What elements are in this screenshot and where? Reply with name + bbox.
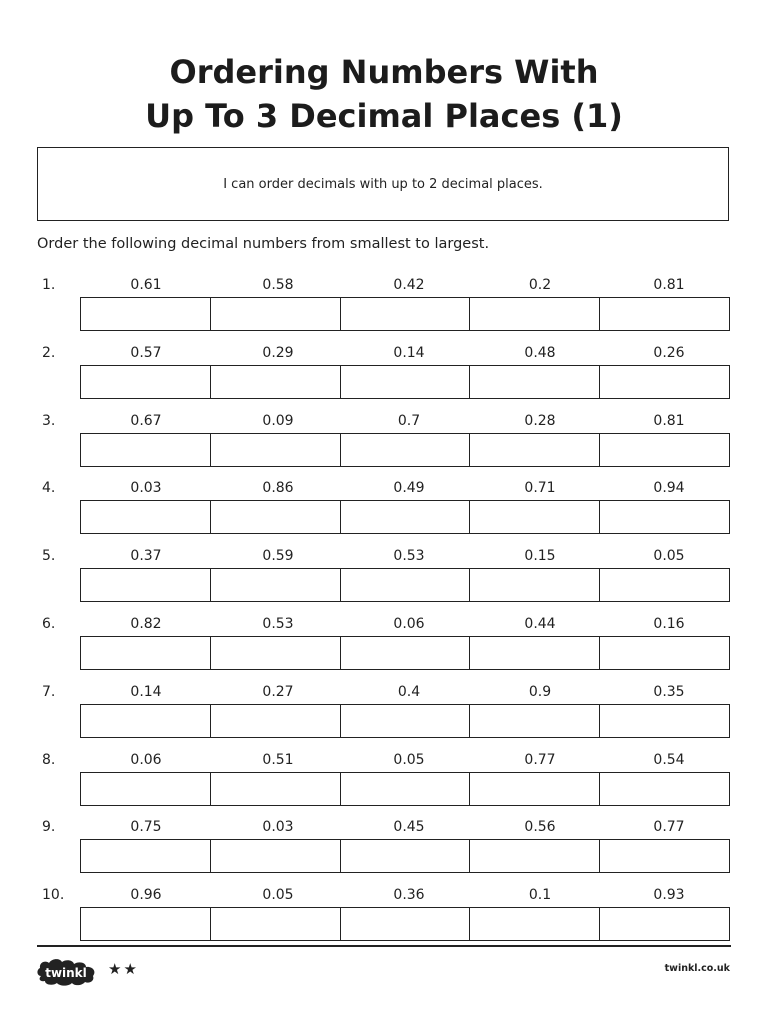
answer-box[interactable] bbox=[81, 705, 211, 737]
decimal-number: 0.59 bbox=[262, 548, 294, 565]
answer-box[interactable] bbox=[600, 637, 729, 669]
answer-box[interactable] bbox=[600, 840, 729, 872]
answer-boxes bbox=[80, 433, 730, 467]
decimal-number: 0.44 bbox=[524, 616, 556, 632]
answer-box[interactable] bbox=[341, 298, 471, 330]
answer-box[interactable] bbox=[470, 569, 600, 601]
decimal-number: 0.49 bbox=[393, 480, 425, 497]
answer-box[interactable] bbox=[341, 773, 471, 805]
answer-box[interactable] bbox=[211, 298, 341, 330]
answer-box[interactable] bbox=[211, 705, 341, 737]
answer-box[interactable] bbox=[81, 434, 211, 466]
answer-box[interactable] bbox=[81, 773, 211, 805]
decimal-number: 0.14 bbox=[130, 683, 162, 700]
answer-box[interactable] bbox=[341, 501, 471, 533]
answer-boxes bbox=[80, 365, 730, 399]
decimal-number: 0.27 bbox=[262, 683, 294, 700]
decimal-number: 0.06 bbox=[130, 751, 162, 768]
decimal-number: 0.16 bbox=[653, 616, 685, 632]
answer-box[interactable] bbox=[211, 569, 341, 601]
question-row bbox=[0, 277, 768, 337]
answer-box[interactable] bbox=[81, 501, 211, 533]
question-row bbox=[0, 616, 768, 676]
decimal-number: 0.77 bbox=[653, 819, 685, 836]
page-title bbox=[0, 50, 768, 138]
logo-text: twinkl bbox=[45, 966, 87, 980]
decimal-number: 0.54 bbox=[653, 751, 685, 768]
answer-box[interactable] bbox=[341, 366, 471, 398]
twinkl-logo-icon bbox=[35, 956, 99, 988]
answer-box[interactable] bbox=[470, 637, 600, 669]
answer-box[interactable] bbox=[341, 637, 471, 669]
answer-box[interactable] bbox=[211, 366, 341, 398]
answer-box[interactable] bbox=[211, 908, 341, 940]
answer-box[interactable] bbox=[211, 840, 341, 872]
footer-divider bbox=[37, 945, 731, 947]
answer-boxes bbox=[80, 297, 730, 331]
answer-box[interactable] bbox=[470, 908, 600, 940]
answer-box[interactable] bbox=[470, 366, 600, 398]
answer-box[interactable] bbox=[470, 773, 600, 805]
question-number: 1. bbox=[42, 277, 56, 293]
answer-box[interactable] bbox=[81, 908, 211, 940]
answer-box[interactable] bbox=[600, 705, 729, 737]
answer-box[interactable] bbox=[341, 434, 471, 466]
decimal-number: 0.77 bbox=[524, 751, 556, 768]
question-row bbox=[0, 684, 768, 744]
question-row bbox=[0, 752, 768, 812]
decimal-number: 0.71 bbox=[524, 480, 556, 497]
answer-boxes bbox=[80, 636, 730, 670]
answer-box[interactable] bbox=[81, 298, 211, 330]
decimal-number: 0.53 bbox=[393, 548, 425, 565]
learning-objective-text: I can order decimals with up to 2 decimal places. bbox=[223, 176, 543, 192]
decimal-number: 0.81 bbox=[653, 277, 685, 293]
answer-box[interactable] bbox=[341, 569, 471, 601]
question-number: 7. bbox=[42, 683, 56, 700]
decimal-number: 0.81 bbox=[653, 412, 685, 429]
decimal-number: 0.51 bbox=[262, 751, 294, 768]
question-number: 5. bbox=[42, 548, 56, 565]
decimal-number: 0.7 bbox=[397, 412, 421, 429]
decimal-number: 0.14 bbox=[393, 344, 425, 361]
answer-boxes bbox=[80, 907, 730, 941]
decimal-number: 0.36 bbox=[393, 887, 425, 904]
decimal-number: 0.1 bbox=[528, 887, 552, 904]
decimal-number: 0.26 bbox=[653, 344, 685, 361]
decimal-number: 0.28 bbox=[524, 412, 556, 429]
answer-box[interactable] bbox=[81, 366, 211, 398]
answer-box[interactable] bbox=[600, 501, 729, 533]
decimal-number: 0.94 bbox=[653, 480, 685, 497]
decimal-number: 0.35 bbox=[653, 683, 685, 700]
answer-box[interactable] bbox=[470, 705, 600, 737]
question-number: 10. bbox=[42, 887, 65, 904]
question-row bbox=[0, 548, 768, 608]
answer-box[interactable] bbox=[211, 434, 341, 466]
question-number: 2. bbox=[42, 344, 56, 361]
answer-box[interactable] bbox=[600, 569, 729, 601]
question-row bbox=[0, 887, 768, 947]
decimal-number: 0.15 bbox=[524, 548, 556, 565]
decimal-number: 0.53 bbox=[262, 616, 294, 632]
decimal-number: 0.67 bbox=[130, 412, 162, 429]
decimal-number: 0.09 bbox=[262, 412, 294, 429]
decimal-number: 0.75 bbox=[130, 819, 162, 836]
answer-box[interactable] bbox=[600, 298, 729, 330]
answer-boxes bbox=[80, 704, 730, 738]
decimal-number: 0.82 bbox=[130, 616, 162, 632]
question-row bbox=[0, 819, 768, 879]
answer-box[interactable] bbox=[211, 501, 341, 533]
decimal-number: 0.48 bbox=[524, 344, 556, 361]
decimal-number: 0.42 bbox=[393, 277, 425, 293]
answer-box[interactable] bbox=[81, 840, 211, 872]
decimal-number: 0.37 bbox=[130, 548, 162, 565]
question-number: 4. bbox=[42, 480, 56, 497]
answer-box[interactable] bbox=[600, 366, 729, 398]
decimal-number: 0.56 bbox=[524, 819, 556, 836]
answer-box[interactable] bbox=[600, 908, 729, 940]
answer-box[interactable] bbox=[600, 773, 729, 805]
answer-boxes bbox=[80, 839, 730, 873]
decimal-number: 0.58 bbox=[262, 277, 294, 293]
decimal-number: 0.29 bbox=[262, 344, 294, 361]
decimal-number: 0.9 bbox=[528, 683, 552, 700]
decimal-number: 0.05 bbox=[262, 887, 294, 904]
decimal-number: 0.93 bbox=[653, 887, 685, 904]
question-row bbox=[0, 413, 768, 473]
answer-box[interactable] bbox=[341, 840, 471, 872]
decimal-number: 0.45 bbox=[393, 819, 425, 836]
answer-box[interactable] bbox=[341, 705, 471, 737]
answer-box[interactable] bbox=[341, 908, 471, 940]
question-number: 9. bbox=[42, 819, 56, 836]
answer-box[interactable] bbox=[211, 773, 341, 805]
answer-boxes bbox=[80, 772, 730, 806]
decimal-number: 0.86 bbox=[262, 480, 294, 497]
answer-box[interactable] bbox=[81, 637, 211, 669]
title-line-2: Up To 3 Decimal Places (1) bbox=[145, 97, 623, 135]
question-number: 8. bbox=[42, 751, 56, 768]
decimal-number: 0.05 bbox=[393, 751, 425, 768]
question-row bbox=[0, 345, 768, 405]
learning-objective-box bbox=[37, 147, 729, 221]
decimal-number: 0.06 bbox=[393, 616, 425, 632]
decimal-number: 0.4 bbox=[397, 683, 421, 700]
answer-box[interactable] bbox=[470, 501, 600, 533]
answer-box[interactable] bbox=[81, 569, 211, 601]
decimal-number: 0.57 bbox=[130, 344, 162, 361]
decimal-number: 0.03 bbox=[130, 480, 162, 497]
answer-box[interactable] bbox=[211, 637, 341, 669]
site-url: twinkl.co.uk bbox=[664, 963, 730, 974]
question-row bbox=[0, 480, 768, 540]
decimal-number: 0.05 bbox=[653, 548, 685, 565]
decimal-number: 0.61 bbox=[130, 277, 162, 293]
answer-boxes bbox=[80, 500, 730, 534]
decimal-number: 0.2 bbox=[528, 277, 552, 293]
title-line-1: Ordering Numbers With bbox=[169, 53, 599, 91]
star-icon: ★★ bbox=[108, 960, 139, 978]
question-number: 6. bbox=[42, 616, 56, 632]
decimal-number: 0.03 bbox=[262, 819, 294, 836]
answer-boxes bbox=[80, 568, 730, 602]
instruction-text: Order the following decimal numbers from smallest to largest. bbox=[37, 236, 490, 252]
question-number: 3. bbox=[42, 412, 56, 429]
decimal-number: 0.96 bbox=[130, 887, 162, 904]
answer-box[interactable] bbox=[470, 840, 600, 872]
answer-box[interactable] bbox=[600, 434, 729, 466]
answer-box[interactable] bbox=[470, 298, 600, 330]
answer-box[interactable] bbox=[470, 434, 600, 466]
